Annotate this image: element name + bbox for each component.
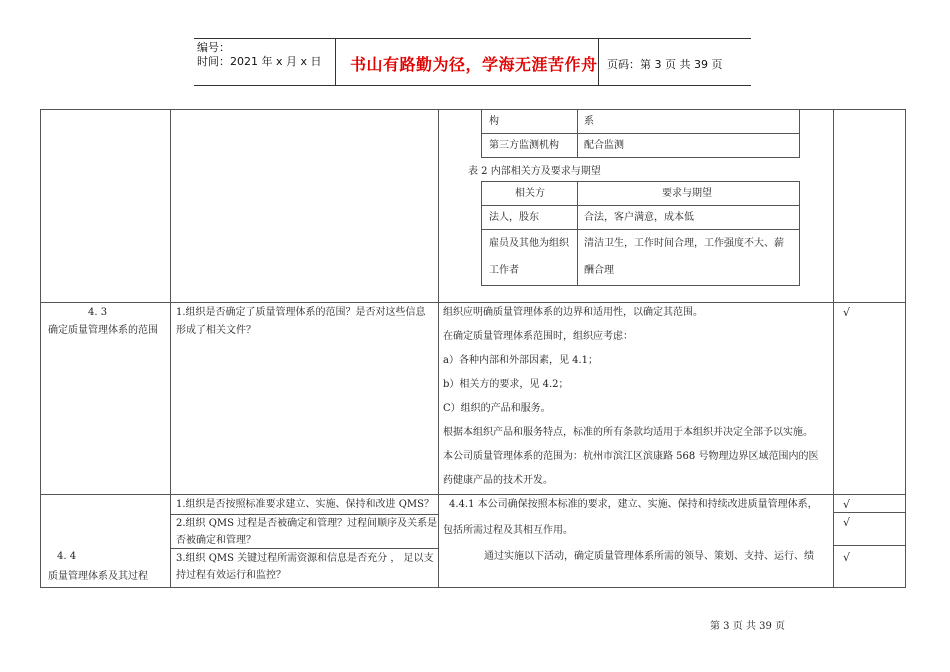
sub-row-divider (833, 545, 905, 546)
answer-line: 4.4.1 本公司确保按照本标准的要求，建立、实施、保持和持续改进质量管理体系， (449, 499, 818, 510)
answer-line: 包括所需过程及其相互作用。 (443, 525, 573, 536)
table-cell: 酬合理 (584, 265, 614, 276)
number-label: 编号： (197, 41, 230, 54)
inner-table-line (481, 181, 799, 182)
check-mark: √ (843, 306, 851, 319)
sub-row-divider (170, 514, 438, 515)
inner-table-line (799, 109, 800, 158)
answer-line: 在确定质量管理体系范围时，组织应考虑： (443, 331, 633, 342)
table-cell: 构 (489, 116, 499, 127)
audit-question: 1.组织是否按照标准要求建立、实施、保持和改进 QMS？ (176, 499, 435, 510)
audit-question: 2.组织 QMS 过程是否被确定和管理？过程间顺序及关系是 (176, 518, 438, 529)
column-divider (40, 109, 41, 588)
inner-table-line (481, 109, 482, 158)
inner-table-line (481, 181, 482, 286)
audit-question: 1.组织是否确定了质量管理体系的范围？是否对这些信息 (176, 307, 426, 318)
inner-table-line (481, 157, 799, 158)
inner-table-line (481, 205, 799, 206)
table-header-cell: 要求与期望 (662, 188, 712, 199)
table-cell: 工作者 (489, 265, 519, 276)
inner-table-line (577, 181, 578, 286)
column-divider (905, 109, 906, 588)
table-cell: 法人，股东 (489, 212, 539, 223)
column-divider (833, 109, 834, 588)
answer-line: 根据本组织产品和服务特点，标准的所有条款均适用于本组织并决定全部予以实施。 (443, 427, 813, 438)
inner-table-line (481, 285, 799, 286)
answer-line: 药健康产品的技术开发。 (443, 475, 553, 486)
table-cell: 第三方监测机构 (489, 140, 559, 151)
sub-row-divider (833, 512, 905, 513)
check-mark: √ (843, 551, 851, 564)
inner-table-line (481, 109, 799, 110)
audit-question: 形成了相关文件？ (176, 325, 256, 336)
clause-number: 4. 4 (57, 551, 77, 562)
column-divider (170, 109, 171, 588)
answer-line: a）各种内部和外部因素，见 4.1； (443, 355, 599, 366)
table-cell: 雇员及其他为组织 (489, 238, 569, 249)
answer-line: b）相关方的要求，见 4.2； (443, 379, 569, 390)
motto-title: 书山有路勤为径，学海无涯苦作舟 (350, 55, 598, 74)
answer-line: 组织应明确质量管理体系的边界和适用性，以确定其范围。 (443, 307, 703, 318)
table-cell: 合法，客户满意，成本低 (584, 212, 694, 223)
check-mark: √ (843, 498, 851, 511)
answer-line: 本公司质量管理体系的范围为：杭州市滨江区滨康路 568 号物理边界区域范围内的医 (443, 451, 819, 462)
table-caption: 表 2 内部相关方及要求与期望 (468, 166, 601, 177)
audit-question: 否被确定和管理？ (176, 535, 256, 546)
sub-row-divider (170, 548, 438, 549)
clause-number: 4. 3 (88, 307, 108, 318)
header-divider (335, 38, 336, 85)
column-divider (438, 109, 439, 588)
page-footer: 第 3 页 共 39 页 (710, 621, 785, 632)
clause-title: 质量管理体系及其过程 (48, 571, 148, 582)
table-cell: 配合监测 (584, 140, 624, 151)
inner-table-line (481, 229, 799, 230)
table-cell: 系 (584, 116, 594, 127)
table-cell: 清洁卫生，工作时间合理，工作强度不大、薪 (584, 238, 784, 249)
answer-line: C）组织的产品和服务。 (443, 403, 551, 414)
inner-table-line (799, 181, 800, 286)
inner-table-line (481, 133, 799, 134)
time-label: 时间：2021 年 x 月 x 日 (197, 55, 322, 68)
answer-line: 通过实施以下活动，确定质量管理体系所需的领导、策划、支持、运行、绩 (484, 551, 814, 562)
audit-question: 持过程有效运行和监控？ (176, 570, 286, 581)
audit-question: 3.组织 QMS 关键过程所需资源和信息是否充分 ， 足以支 (176, 553, 434, 564)
clause-title: 确定质量管理体系的范围 (48, 325, 158, 336)
inner-table-line (577, 109, 578, 158)
check-mark: √ (843, 516, 851, 529)
page-label: 页码：第 3 页 共 39 页 (607, 58, 723, 71)
header-divider (598, 38, 599, 85)
table-header-cell: 相关方 (515, 188, 545, 199)
